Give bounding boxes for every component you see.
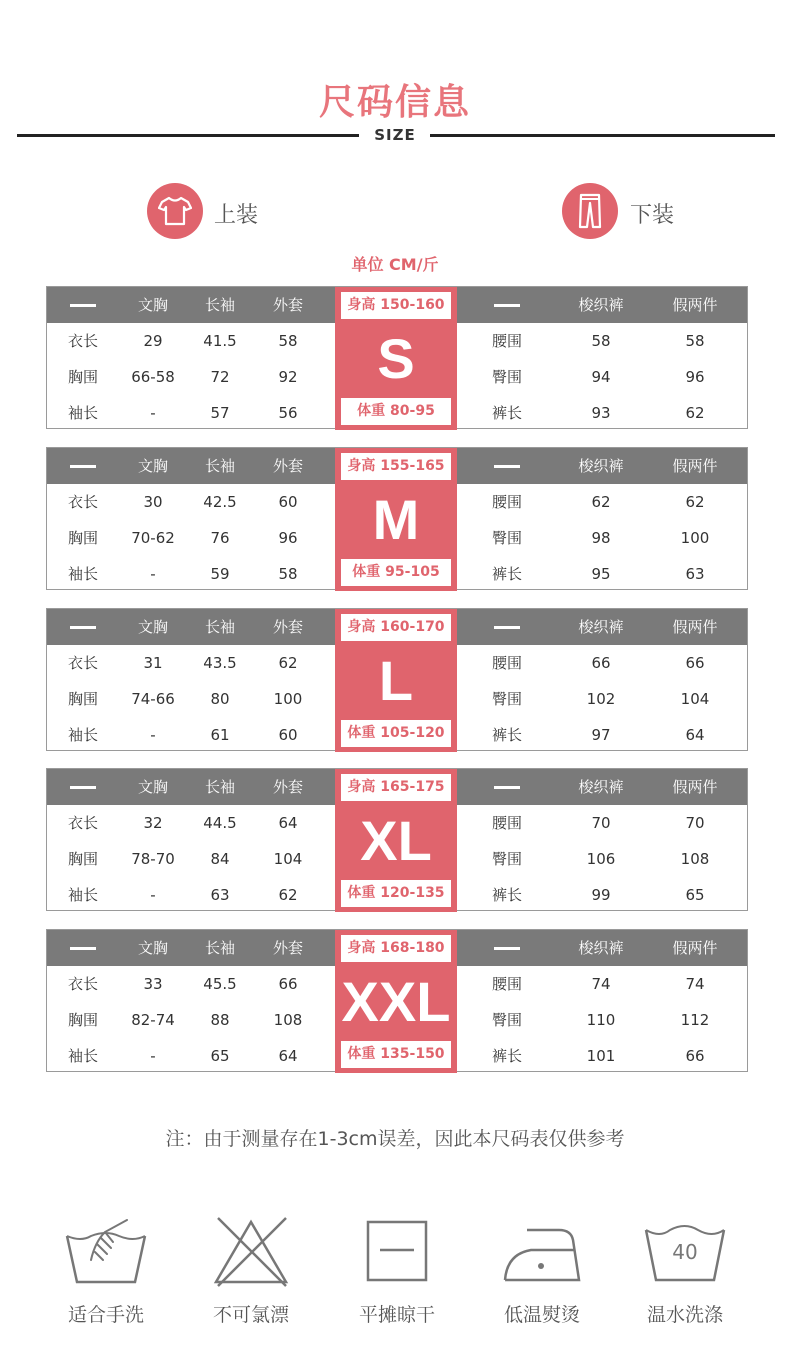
header-dash xyxy=(457,769,557,805)
dry-flat-icon xyxy=(352,1212,442,1290)
weight-range: 体重 135-150 xyxy=(341,1041,451,1068)
table-cell: 82-74 xyxy=(131,1011,175,1029)
care-label-wash-40: 温水洗涤 xyxy=(646,1304,723,1326)
weight-range: 体重 80-95 xyxy=(341,398,451,425)
table-cell: 62 xyxy=(591,493,611,511)
column-header: 长袖 xyxy=(204,939,235,957)
divider-right xyxy=(430,134,775,137)
table-cell: 84 xyxy=(210,850,230,868)
table-cell: 58 xyxy=(278,332,298,350)
disclaimer-note: 注：由于测量存在1-3cm误差，因此本尺码表仅供参考 xyxy=(165,1128,625,1150)
table-cell: 65 xyxy=(685,886,705,904)
size-letter: XL xyxy=(360,809,432,872)
table-cell: 42.5 xyxy=(203,493,237,511)
column-header: 外套 xyxy=(272,457,303,475)
size-panel xyxy=(335,448,457,591)
table-cell: 106 xyxy=(586,850,616,868)
table-cell: 41.5 xyxy=(203,332,237,350)
dash-mark xyxy=(70,304,96,307)
table-cell: 62 xyxy=(685,493,705,511)
header-dash xyxy=(47,448,119,484)
row-label: 衣长 xyxy=(67,654,98,672)
table-cell: - xyxy=(150,565,156,583)
table-cell: 44.5 xyxy=(203,814,237,832)
unit-label: 单位 CM/斤 xyxy=(351,255,439,274)
height-range: 身高 168-180 xyxy=(341,935,451,962)
table-cell: 112 xyxy=(680,1011,710,1029)
table-cell: 92 xyxy=(278,368,298,386)
column-header: 假两件 xyxy=(672,296,718,314)
size-table-l xyxy=(46,608,748,751)
table-cell: 96 xyxy=(685,368,705,386)
care-label-no-bleach: 不可氯漂 xyxy=(212,1304,289,1326)
column-header: 梭织裤 xyxy=(578,296,624,314)
category-top-label: 上装 xyxy=(214,203,259,228)
size-panel xyxy=(335,287,457,430)
column-header: 假两件 xyxy=(672,939,718,957)
row-label: 臀围 xyxy=(491,1011,522,1029)
row-label: 裤长 xyxy=(491,886,522,904)
column-header: 外套 xyxy=(272,618,303,636)
table-cell: 80 xyxy=(210,690,230,708)
row-label: 腰围 xyxy=(491,332,522,350)
table-cell: 93 xyxy=(591,404,611,422)
row-label: 裤长 xyxy=(491,1047,522,1065)
row-label: 胸围 xyxy=(67,1011,98,1029)
row-label: 臀围 xyxy=(491,368,522,386)
size-panel xyxy=(335,609,457,752)
table-cell: 70 xyxy=(591,814,611,832)
column-header: 文胸 xyxy=(137,296,168,314)
column-header: 外套 xyxy=(272,778,303,796)
care-label-low-iron: 低温熨烫 xyxy=(503,1304,580,1326)
weight-range: 体重 95-105 xyxy=(341,559,451,586)
table-cell: 101 xyxy=(586,1047,616,1065)
column-header: 文胸 xyxy=(137,778,168,796)
table-cell: 78-70 xyxy=(131,850,175,868)
table-cell: 32 xyxy=(143,814,163,832)
column-header: 梭织裤 xyxy=(578,778,624,796)
table-cell: 70-62 xyxy=(131,529,175,547)
dash-mark xyxy=(70,626,96,629)
column-header: 梭织裤 xyxy=(578,939,624,957)
table-cell: 62 xyxy=(685,404,705,422)
size-letter: L xyxy=(378,649,414,712)
table-cell: 57 xyxy=(210,404,230,422)
column-header: 文胸 xyxy=(137,457,168,475)
row-label: 衣长 xyxy=(67,975,98,993)
table-cell: 76 xyxy=(210,529,230,547)
table-cell: 74 xyxy=(591,975,611,993)
table-cell: 95 xyxy=(591,565,611,583)
table-cell: 31 xyxy=(143,654,163,672)
divider-left xyxy=(17,134,359,137)
table-cell: 64 xyxy=(278,814,298,832)
size-table-xxl xyxy=(46,929,748,1072)
table-cell: 63 xyxy=(685,565,705,583)
row-label: 袖长 xyxy=(67,886,98,904)
category-bottom-label: 下装 xyxy=(630,203,675,228)
row-label: 腰围 xyxy=(491,654,522,672)
wash-40-icon xyxy=(640,1212,730,1290)
row-label: 腰围 xyxy=(491,493,522,511)
table-cell: 110 xyxy=(586,1011,616,1029)
table-cell: 100 xyxy=(680,529,710,547)
tshirt-icon xyxy=(147,183,203,239)
column-header: 文胸 xyxy=(137,618,168,636)
row-label: 衣长 xyxy=(67,332,98,350)
table-cell: 72 xyxy=(210,368,230,386)
table-cell: 108 xyxy=(680,850,710,868)
care-label-hand-wash: 适合手洗 xyxy=(67,1304,144,1326)
height-range: 身高 165-175 xyxy=(341,774,451,801)
care-label-dry-flat: 平摊晾干 xyxy=(358,1304,435,1326)
size-panel xyxy=(335,769,457,912)
table-cell: 66-58 xyxy=(131,368,175,386)
pants-icon xyxy=(562,183,618,239)
low-iron-icon xyxy=(497,1212,587,1290)
table-cell: 30 xyxy=(143,493,163,511)
weight-range: 体重 105-120 xyxy=(341,720,451,747)
row-label: 袖长 xyxy=(67,1047,98,1065)
table-cell: 66 xyxy=(278,975,298,993)
table-cell: 64 xyxy=(278,1047,298,1065)
row-label: 胸围 xyxy=(67,529,98,547)
table-cell: - xyxy=(150,886,156,904)
dash-mark xyxy=(494,626,520,629)
hand-wash-icon xyxy=(61,1212,151,1290)
table-cell: 66 xyxy=(591,654,611,672)
table-cell: 58 xyxy=(278,565,298,583)
row-label: 衣长 xyxy=(67,814,98,832)
column-header: 假两件 xyxy=(672,457,718,475)
row-label: 裤长 xyxy=(491,404,522,422)
dash-mark xyxy=(70,465,96,468)
row-label: 臀围 xyxy=(491,529,522,547)
height-range: 身高 160-170 xyxy=(341,614,451,641)
row-label: 裤长 xyxy=(491,565,522,583)
header-dash xyxy=(47,609,119,645)
size-letter: S xyxy=(377,327,415,390)
table-cell: 33 xyxy=(143,975,163,993)
table-cell: 104 xyxy=(273,850,303,868)
table-cell: 56 xyxy=(278,404,298,422)
header-dash xyxy=(47,287,119,323)
dash-mark xyxy=(494,465,520,468)
column-header: 假两件 xyxy=(672,778,718,796)
column-header: 长袖 xyxy=(204,778,235,796)
table-cell: 104 xyxy=(680,690,710,708)
header-dash xyxy=(47,930,119,966)
table-cell: 60 xyxy=(278,493,298,511)
row-label: 袖长 xyxy=(67,565,98,583)
row-label: 胸围 xyxy=(67,690,98,708)
row-label: 衣长 xyxy=(67,493,98,511)
table-cell: - xyxy=(150,404,156,422)
header-dash xyxy=(457,609,557,645)
header-dash xyxy=(457,287,557,323)
table-cell: 60 xyxy=(278,726,298,744)
row-label: 裤长 xyxy=(491,726,522,744)
table-cell: 66 xyxy=(685,1047,705,1065)
size-letter: XXL xyxy=(341,970,451,1033)
header-dash xyxy=(457,930,557,966)
column-header: 长袖 xyxy=(204,618,235,636)
table-cell: 61 xyxy=(210,726,230,744)
row-label: 袖长 xyxy=(67,404,98,422)
row-label: 腰围 xyxy=(491,975,522,993)
table-cell: 70 xyxy=(685,814,705,832)
row-label: 胸围 xyxy=(67,850,98,868)
table-cell: 94 xyxy=(591,368,611,386)
page-title: 尺码信息 xyxy=(318,82,471,123)
row-label: 胸围 xyxy=(67,368,98,386)
table-cell: 65 xyxy=(210,1047,230,1065)
column-header: 长袖 xyxy=(204,457,235,475)
dash-mark xyxy=(494,947,520,950)
column-header: 文胸 xyxy=(137,939,168,957)
table-cell: 58 xyxy=(591,332,611,350)
table-cell: 108 xyxy=(273,1011,303,1029)
size-letter: M xyxy=(372,488,420,551)
row-label: 臀围 xyxy=(491,850,522,868)
dash-mark xyxy=(494,786,520,789)
table-cell: 59 xyxy=(210,565,230,583)
table-cell: 64 xyxy=(685,726,705,744)
table-cell: 63 xyxy=(210,886,230,904)
table-cell: 29 xyxy=(143,332,163,350)
weight-range: 体重 120-135 xyxy=(341,880,451,907)
size-table-m xyxy=(46,447,748,590)
table-cell: 62 xyxy=(278,886,298,904)
height-range: 身高 155-165 xyxy=(341,453,451,480)
size-table-xl xyxy=(46,768,748,911)
wash-temperature: 40 xyxy=(672,1240,698,1264)
table-cell: 97 xyxy=(591,726,611,744)
table-cell: 62 xyxy=(278,654,298,672)
column-header: 长袖 xyxy=(204,296,235,314)
dash-mark xyxy=(494,304,520,307)
column-header: 外套 xyxy=(272,939,303,957)
table-cell: 96 xyxy=(278,529,298,547)
column-header: 梭织裤 xyxy=(578,618,624,636)
table-cell: 58 xyxy=(685,332,705,350)
table-cell: 74 xyxy=(685,975,705,993)
column-header: 外套 xyxy=(272,296,303,314)
table-cell: 100 xyxy=(273,690,303,708)
table-cell: 99 xyxy=(591,886,611,904)
page-subtitle: SIZE xyxy=(374,126,416,144)
no-bleach-icon xyxy=(206,1212,296,1290)
table-cell: 88 xyxy=(210,1011,230,1029)
table-cell: 45.5 xyxy=(203,975,237,993)
row-label: 臀围 xyxy=(491,690,522,708)
column-header: 假两件 xyxy=(672,618,718,636)
header-dash xyxy=(47,769,119,805)
dash-mark xyxy=(70,947,96,950)
dash-mark xyxy=(70,786,96,789)
height-range: 身高 150-160 xyxy=(341,292,451,319)
table-cell: - xyxy=(150,726,156,744)
table-cell: 74-66 xyxy=(131,690,175,708)
table-cell: 98 xyxy=(591,529,611,547)
column-header: 梭织裤 xyxy=(578,457,624,475)
table-cell: 43.5 xyxy=(203,654,237,672)
table-cell: - xyxy=(150,1047,156,1065)
size-table-s xyxy=(46,286,748,429)
table-cell: 66 xyxy=(685,654,705,672)
header-dash xyxy=(457,448,557,484)
row-label: 腰围 xyxy=(491,814,522,832)
table-cell: 102 xyxy=(586,690,616,708)
size-panel xyxy=(335,930,457,1073)
row-label: 袖长 xyxy=(67,726,98,744)
